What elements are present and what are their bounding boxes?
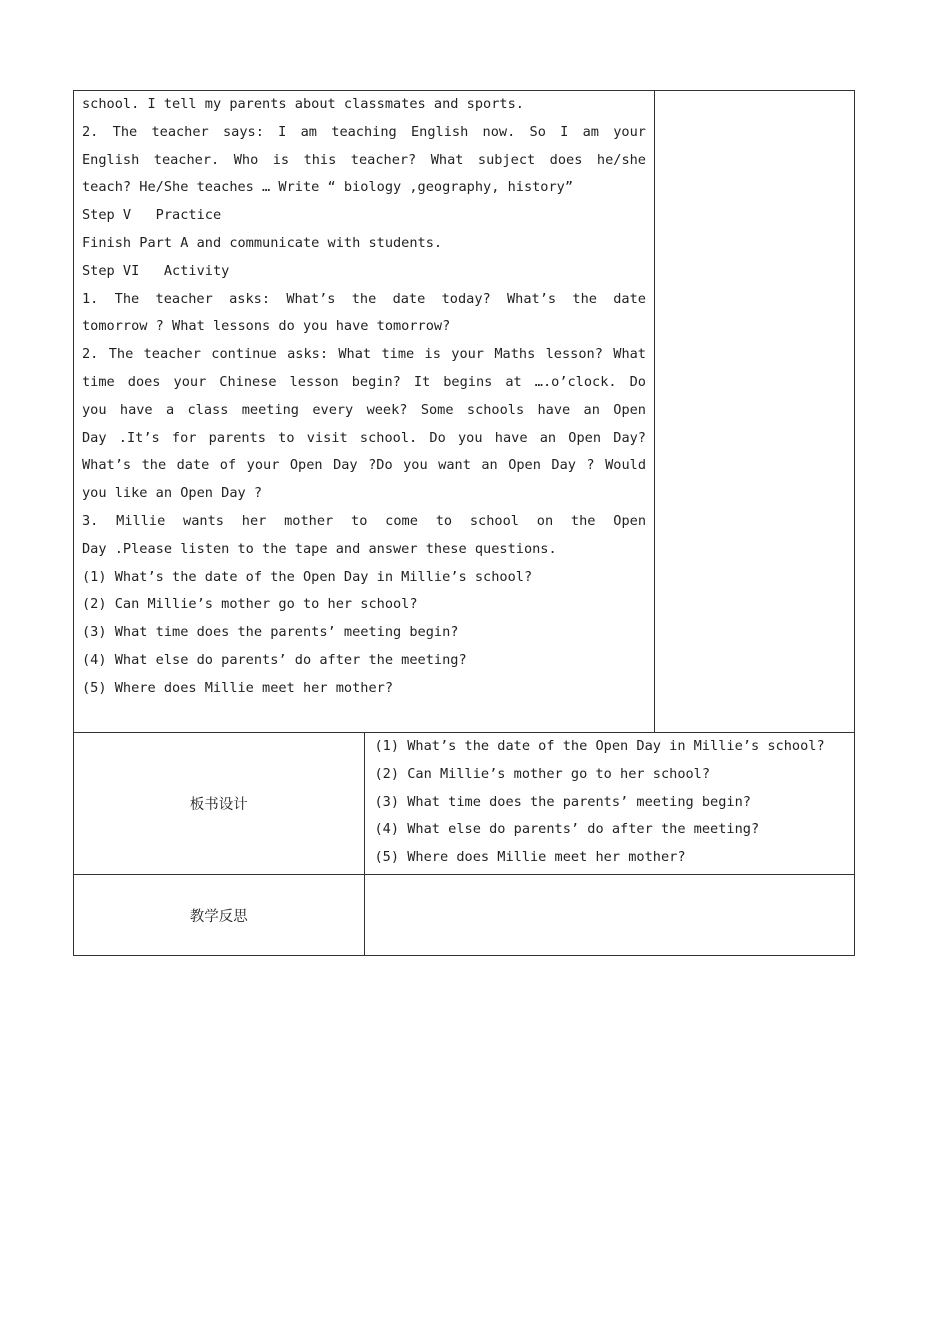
question-item: (4) What else do parents’ do after the meeting? <box>82 651 467 668</box>
procedure-cell <box>74 91 655 733</box>
procedure-line: teach? He/She teaches … Write “ biology ,geography, history” <box>82 179 574 196</box>
board-line: (2) Can Millie’s mother go to her school? <box>374 765 711 782</box>
board-line: (4) What else do parents’ do after the meeting? <box>374 821 760 838</box>
procedure-line: 3. Millie wants her mother to come to school on the Open <box>82 512 646 529</box>
step-heading: Step V Practice <box>82 207 222 224</box>
step-heading: Step VI Activity <box>82 262 230 279</box>
reflection-label: 教学反思 <box>74 875 365 956</box>
procedure-line: What’s the date of your Open Day ?Do you want an Open Day ? Would <box>82 457 646 474</box>
procedure-line: tomorrow ? What lessons do you have tomorrow? <box>82 318 451 335</box>
procedure-line: 2. The teacher says: I am teaching English now. So I am your <box>82 123 646 140</box>
procedure-line: time does your Chinese lesson begin? It begins at ….o’clock. Do <box>82 373 646 390</box>
board-line: (3) What time does the parents’ meeting begin? <box>374 793 751 810</box>
question-item: (2) Can Millie’s mother go to her school? <box>82 596 418 613</box>
procedure-line: Day .It’s for parents to visit school. Do you have an Open Day? <box>82 429 646 446</box>
procedure-text <box>74 91 654 703</box>
reflection-cell <box>364 875 855 956</box>
reflection-row <box>74 875 855 956</box>
procedure-line: Finish Part A and communicate with students. <box>82 234 443 251</box>
procedure-line: 1. The teacher asks: What’s the date today? What’s the date <box>82 290 646 307</box>
notes-cell <box>655 91 855 733</box>
question-item: (1) What’s the date of the Open Day in Millie’s school? <box>82 568 533 585</box>
procedure-line: you like an Open Day ? <box>82 485 263 502</box>
procedure-line: you have a class meeting every week? Some schools have an Open <box>82 401 646 418</box>
board-line: (5) Where does Millie meet her mother? <box>374 849 686 866</box>
question-item: (3) What time does the parents’ meeting begin? <box>82 624 459 641</box>
board-design-row <box>74 733 855 875</box>
question-item: (5) Where does Millie meet her mother? <box>82 679 393 696</box>
procedure-row <box>74 91 855 733</box>
procedure-line: English teacher. Who is this teacher? What subject does he/she <box>82 151 646 168</box>
board-design-label: 板书设计 <box>74 733 365 875</box>
board-design-text <box>365 733 855 872</box>
procedure-line: school. I tell my parents about classmates and sports. <box>82 96 524 112</box>
board-line: (1) What’s the date of the Open Day in Millie’s school? <box>374 738 825 754</box>
lesson-plan-table <box>73 90 855 956</box>
procedure-line: 2. The teacher continue asks: What time is your Maths lesson? What <box>82 346 646 363</box>
procedure-line: Day .Please listen to the tape and answer these questions. <box>82 540 557 557</box>
board-design-cell <box>364 733 855 875</box>
